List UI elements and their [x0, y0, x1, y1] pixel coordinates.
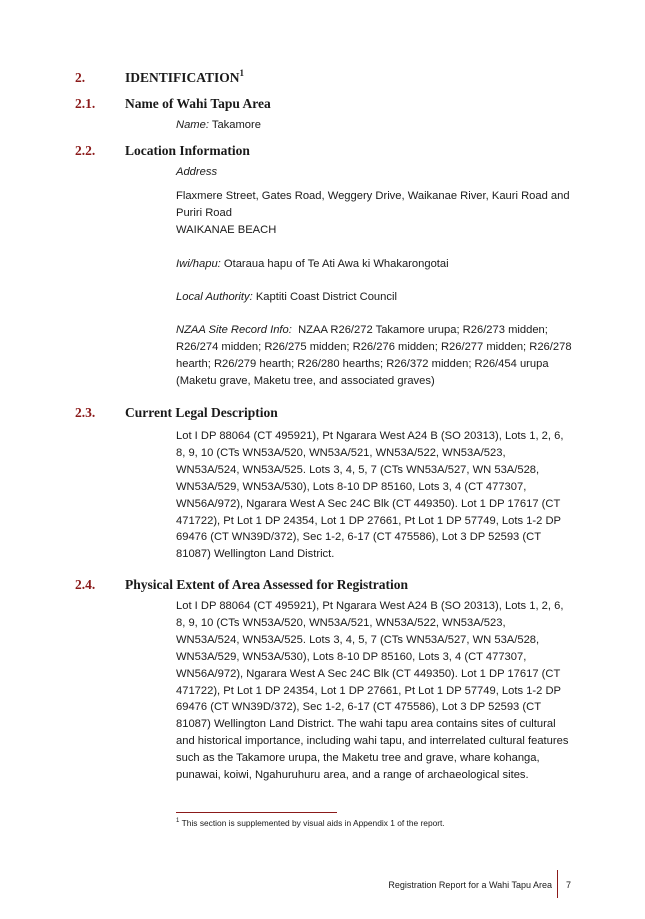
- nzaa-line: (Maketu grave, Maketu tree, and associated graves): [176, 374, 435, 387]
- authority-label: Local Authority:: [176, 291, 253, 303]
- extent-line: 69476 (CT WN39D/372), Sec 1-2, 6-17 (CT 475586), Lot 3 DP 52593 (CT: [176, 701, 542, 714]
- section-2-4-heading: [75, 577, 408, 593]
- section-number: 2.3.: [75, 405, 96, 420]
- legal-line: WN53A/524, WN53A/525. Lots 3, 4, 5, 7 (CTs WN53A/527, WN 53A/528,: [176, 463, 540, 476]
- authority-value: Kaptiti Coast District Council: [255, 291, 397, 303]
- footer-title: Registration Report for a Wahi Tapu Area: [388, 880, 552, 890]
- footnote: [176, 818, 445, 828]
- extent-line: Lot I DP 88064 (CT 495921), Pt Ngarara West A24 B (SO 20313), Lots 1, 2, 6,: [176, 600, 564, 612]
- nzaa-label: NZAA Site Record Info:: [176, 324, 292, 336]
- section-number: 2.: [75, 70, 86, 85]
- legal-line: Lot I DP 88064 (CT 495921), Pt Ngarara West A24 B (SO 20313), Lots 1, 2, 6,: [176, 430, 564, 442]
- section-title: Location Information: [125, 143, 250, 158]
- legal-line: WN56A/972), Ngarara West A Sec 24C Blk (CT 449350). Lot 1 DP 17617 (CT: [176, 497, 561, 510]
- section-title: Name of Wahi Tapu Area: [125, 96, 271, 111]
- section-2-heading: [75, 70, 244, 86]
- iwi-label: Iwi/hapu:: [176, 258, 221, 270]
- address-line: Flaxmere Street, Gates Road, Weggery Drive, Waikanae River, Kauri Road and: [176, 190, 570, 202]
- legal-line: 471722), Pt Lot 1 DP 24354, Lot 1 DP 27661, Pt Lot 1 DP 57749, Lots 1-2 DP: [176, 514, 561, 527]
- footnote-text: This section is supplemented by visual aids in Appendix 1 of the report.: [181, 818, 445, 828]
- footnote-ref: 1: [239, 68, 245, 78]
- extent-line: WN56A/972), Ngarara West A Sec 24C Blk (CT 449350). Lot 1 DP 17617 (CT: [176, 667, 561, 680]
- legal-description: [176, 428, 576, 563]
- extent-line: 471722), Pt Lot 1 DP 24354, Lot 1 DP 27661, Pt Lot 1 DP 57749, Lots 1-2 DP: [176, 684, 561, 697]
- extent-line: 81087) Wellington Land District. The wahi tapu area contains sites of cultural: [176, 718, 556, 731]
- legal-line: 81087) Wellington Land District.: [176, 548, 335, 561]
- nzaa-line: NZAA R26/272 Takamore urupa; R26/273 midden;: [298, 324, 548, 336]
- legal-line: 69476 (CT WN39D/372), Sec 1-2, 6-17 (CT 475586), Lot 3 DP 52593 (CT: [176, 531, 542, 544]
- section-title: IDENTIFICATION: [125, 70, 240, 85]
- extent-line: such as the Takamore urupa, the Maketu tree and grave, whare kohanga,: [176, 752, 540, 765]
- nzaa-line: R26/274 midden; R26/275 midden; R26/276 midden; R26/277 midden; R26/278: [176, 340, 572, 353]
- nzaa-line: hearth; R26/279 hearth; R26/280 hearths; R26/372 midden; R26/454 urupa: [176, 357, 549, 370]
- address-block: [176, 188, 576, 239]
- name-value: Takamore: [211, 119, 261, 131]
- legal-line: WN53A/529, WN53A/530), Lots 8-10 DP 85160, Lots 3, 4 (CT 477307,: [176, 480, 527, 493]
- extent-line: and historical importance, including wahi tapu, and interrelated cultural features: [176, 735, 569, 748]
- section-number: 2.4.: [75, 577, 96, 592]
- nzaa-block: [176, 322, 576, 390]
- footer-divider: [557, 870, 558, 898]
- extent-line: WN53A/524, WN53A/525. Lots 3, 4, 5, 7 (CTs WN53A/527, WN 53A/528,: [176, 633, 540, 646]
- footnote-marker: 1: [176, 818, 180, 824]
- section-2-1-heading: [75, 96, 271, 112]
- extent-line: 8, 9, 10 (CTs WN53A/520, WN53A/521, WN53A/522, WN53A/523,: [176, 616, 506, 629]
- address-line: Puriri Road: [176, 206, 232, 219]
- iwi-value: Otaraua hapu of Te Ati Awa ki Whakarongotai: [223, 258, 449, 270]
- authority-row: [176, 289, 576, 306]
- section-number: 2.2.: [75, 143, 96, 158]
- extent-line: WN53A/529, WN53A/530), Lots 8-10 DP 85160, Lots 3, 4 (CT 477307,: [176, 650, 527, 663]
- extent-line: punawai, koiwi, Ngahuruhuru area, and a range of archaeological sites.: [176, 769, 529, 782]
- section-number: 2.1.: [75, 96, 96, 111]
- address-label: Address: [176, 166, 218, 178]
- section-2-3-heading: [75, 405, 278, 421]
- section-title: Current Legal Description: [125, 405, 278, 420]
- legal-line: 8, 9, 10 (CTs WN53A/520, WN53A/521, WN53A/522, WN53A/523,: [176, 446, 506, 459]
- physical-extent: [176, 598, 576, 784]
- section-title: Physical Extent of Area Assessed for Registration: [125, 577, 408, 592]
- footnote-separator: [176, 812, 337, 813]
- name-label: Name:: [176, 119, 209, 131]
- section-2-2-heading: [75, 143, 250, 159]
- section-2-1-body: [176, 117, 576, 134]
- page-number: 7: [566, 880, 572, 890]
- iwi-row: [176, 256, 576, 273]
- address-line: WAIKANAE BEACH: [176, 223, 277, 236]
